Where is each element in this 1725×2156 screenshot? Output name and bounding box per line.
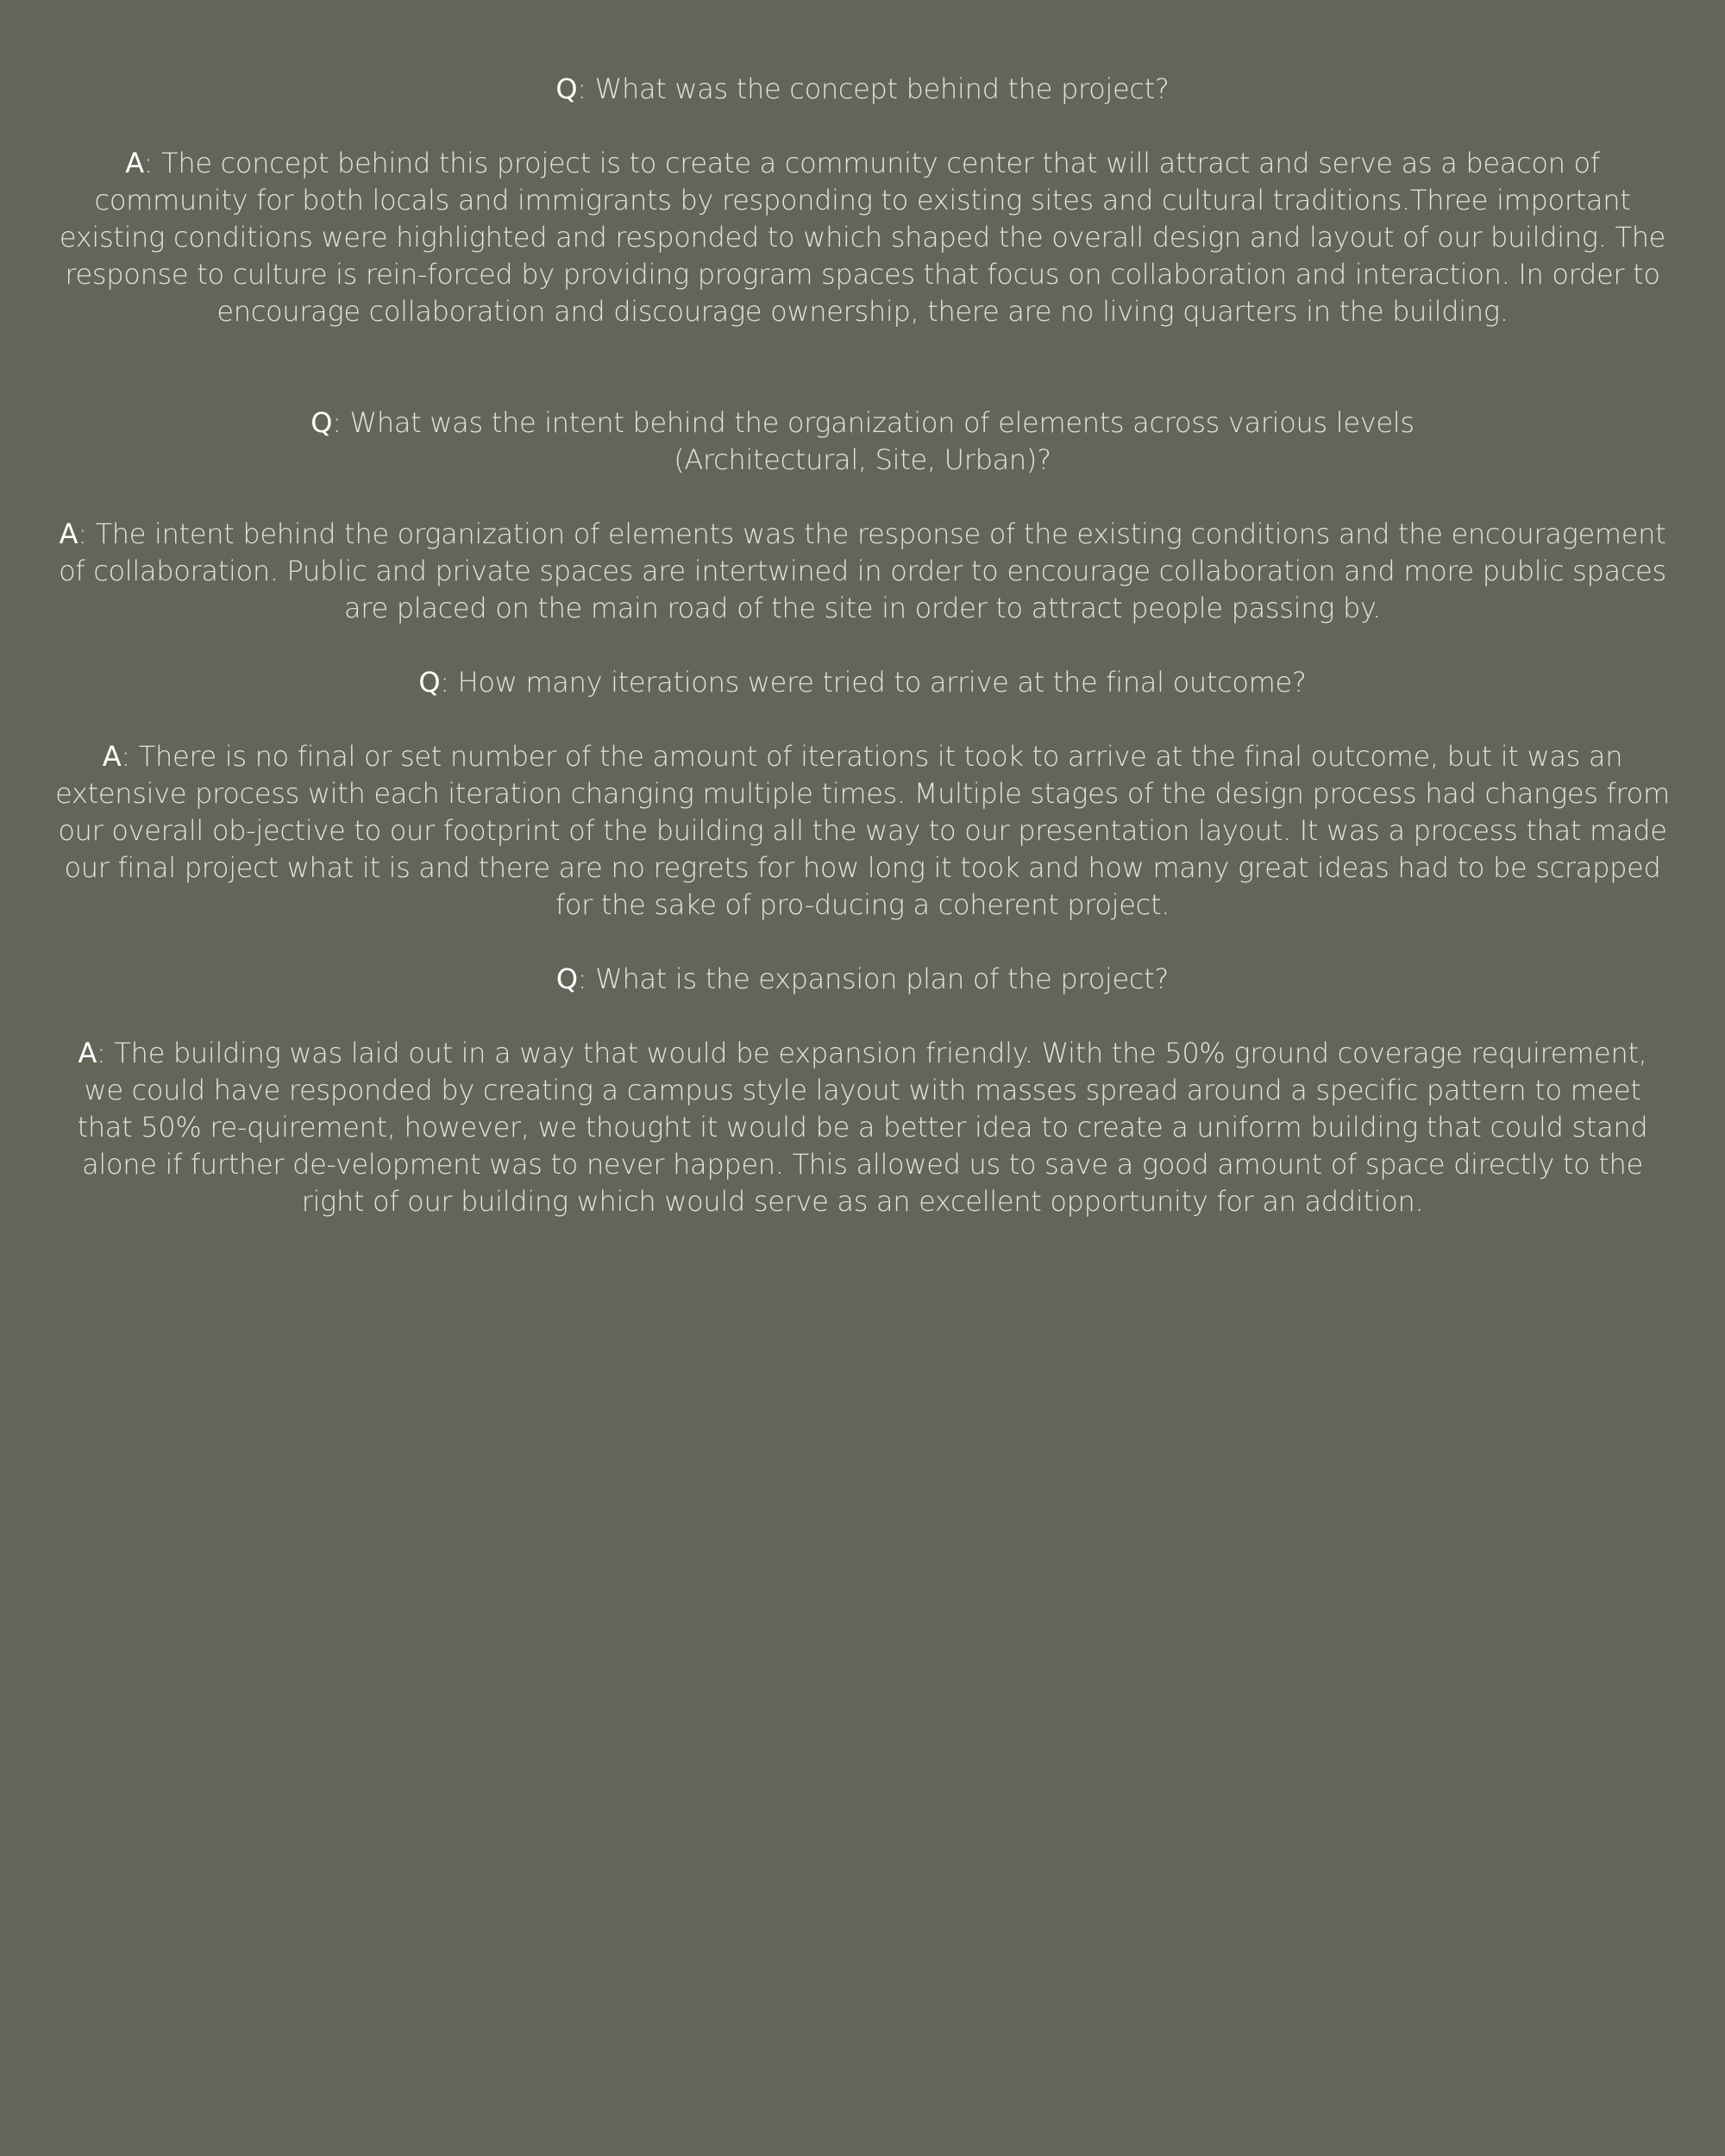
section-spacer	[55, 627, 1670, 664]
answer-marker: A	[125, 147, 144, 179]
question-marker: Q	[418, 666, 441, 699]
question-body: : What was the intent behind the organization of elements across various levels (Architectural, Site, Urban)?	[332, 406, 1414, 476]
qa-concept	[55, 71, 1670, 330]
question-text	[55, 961, 1670, 998]
section-spacer	[55, 924, 1670, 961]
answer-body: : There is no final or set number of the amount of iterations it took to arrive at the final outcome, but it was an extensive process with each iteration changing multiple times. Multiple stages of the design process had changes from our overall ob-jective to our footprint of the building all the way to our presentation layout. It was a process that made our final project what it is and there are no regrets for how long it took and how many great ideas had to be scrapped for the sake of pro-ducing a coherent project.	[55, 740, 1670, 921]
answer-text	[55, 1035, 1670, 1220]
question-marker: Q	[555, 962, 578, 995]
qa-expansion	[55, 961, 1670, 1220]
answer-marker: A	[59, 517, 78, 550]
question-marker: Q	[555, 72, 578, 105]
qa-iterations	[55, 664, 1670, 924]
answer-text	[55, 516, 1670, 627]
answer-marker: A	[78, 1037, 97, 1069]
question-text	[55, 71, 1670, 108]
answer-marker: A	[102, 740, 122, 773]
answer-text	[55, 145, 1670, 330]
question-text	[55, 404, 1670, 479]
answer-body: : The intent behind the organization of elements was the response of the existing conditions and the encouragement of collaboration. Public and private spaces are intertwined in order to encourage collaboration and more public spaces are placed on the main road of the site in order to attract people passing by.	[59, 517, 1666, 624]
answer-body: : The concept behind this project is to create a community center that will attract and serve as a beacon of community for both locals and immigrants by responding to existing sites and cultural traditions.Three important existing conditions were highlighted and responded to which shaped the overall design and layout of our building. The response to culture is rein-forced by providing program spaces that focus on collaboration and interaction. In order to encourage collaboration and discourage ownership, there are no living quarters in the building.	[59, 147, 1666, 328]
question-marker: Q	[310, 406, 333, 439]
question-body: : What is the expansion plan of the project?	[577, 962, 1170, 995]
section-spacer	[55, 330, 1670, 404]
question-body: : How many iterations were tried to arrive at the final outcome?	[440, 666, 1307, 699]
qa-organization	[55, 404, 1670, 627]
question-text	[55, 664, 1670, 701]
question-body: : What was the concept behind the project?	[577, 72, 1170, 105]
answer-body: : The building was laid out in a way that would be expansion friendly. With the 50% ground coverage requirement, we could have responded by creating a campus style layout with masses spread around a specific pattern to meet that 50% re-quirement, however, we thought it would be a better idea to create a uniform building that could stand alone if further de-velopment was to never happen. This allowed us to save a good amount of space directly to the right of our building which would serve as an excellent opportunity for an addition.	[77, 1037, 1648, 1218]
answer-text	[55, 738, 1670, 924]
